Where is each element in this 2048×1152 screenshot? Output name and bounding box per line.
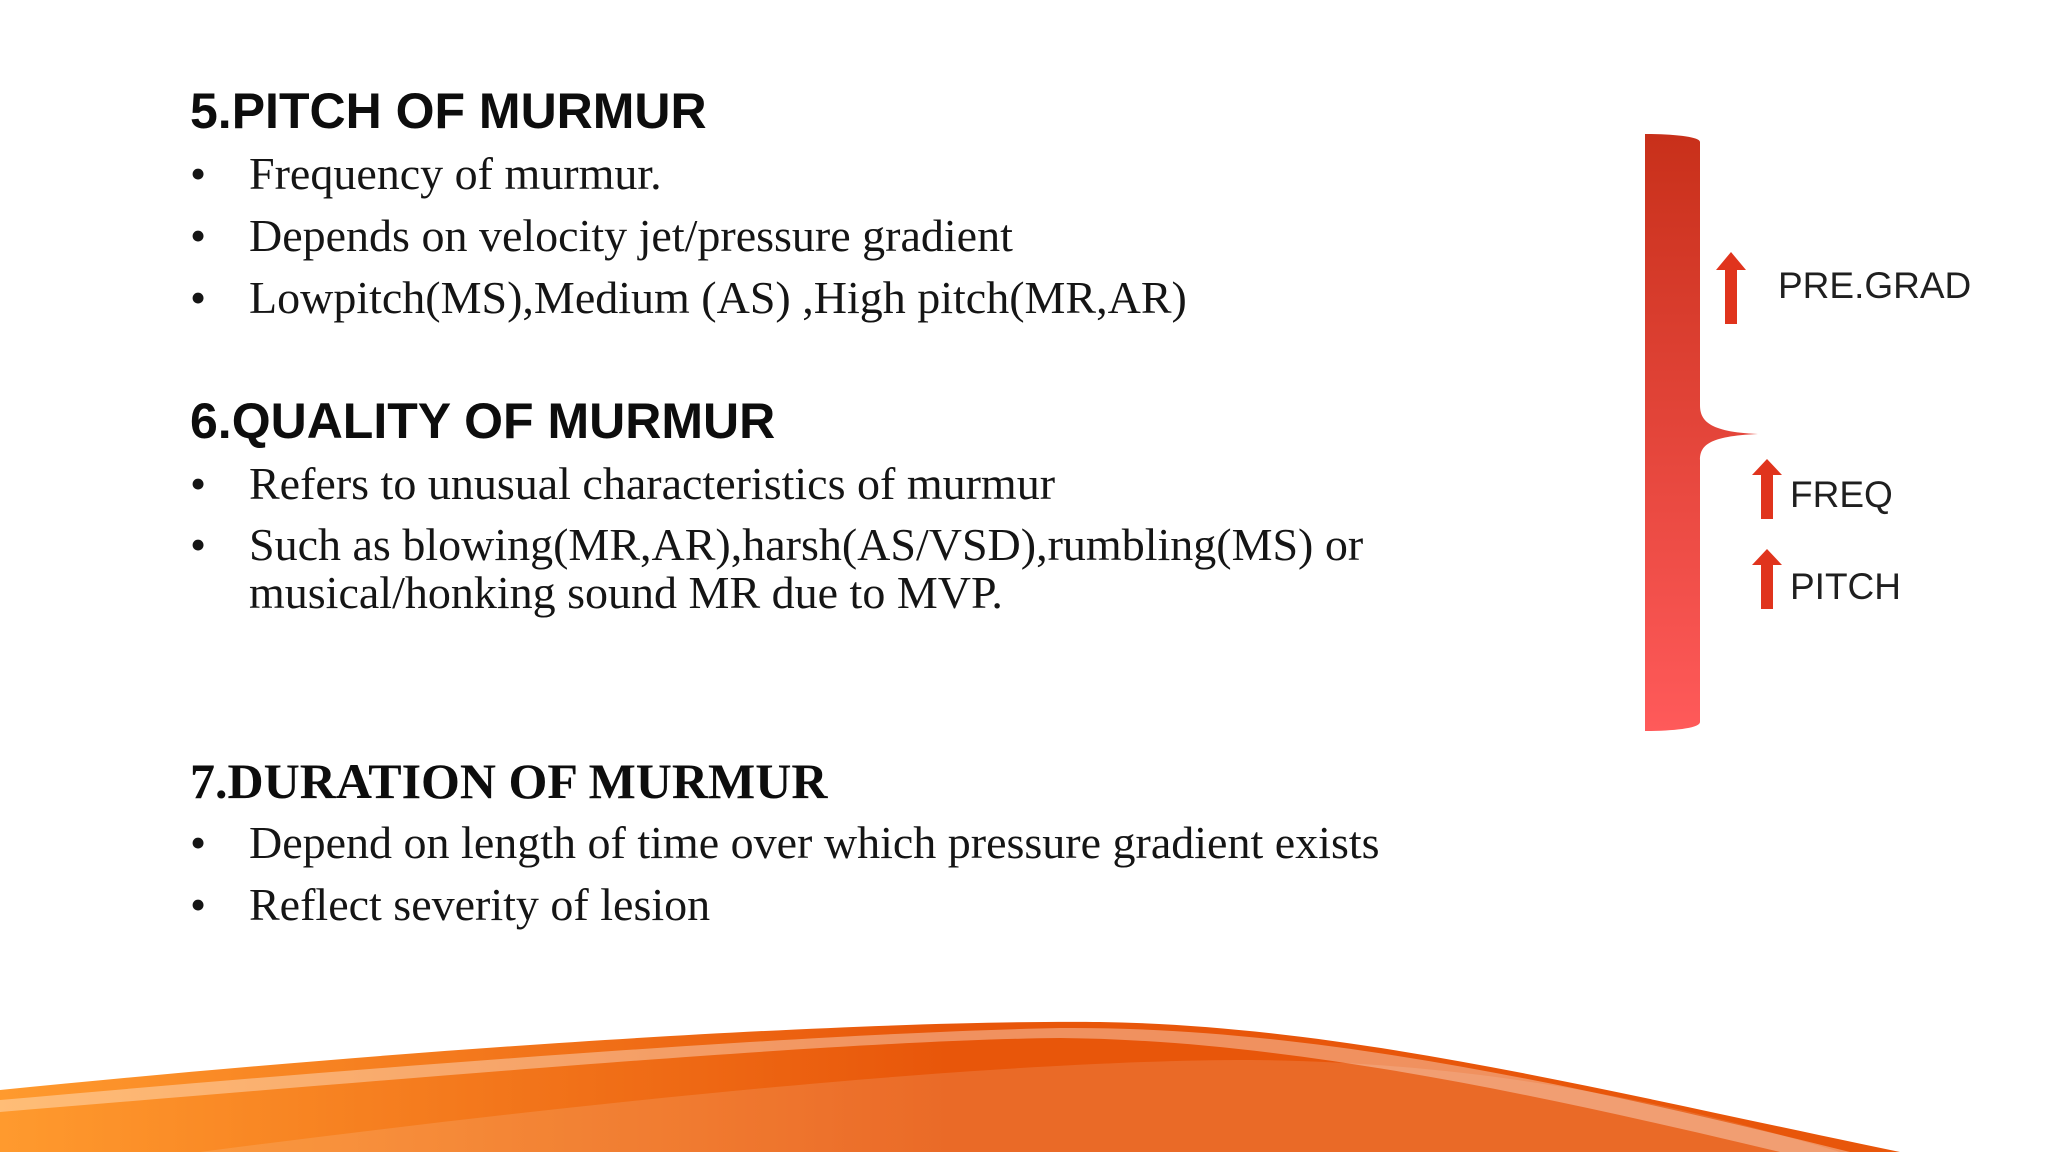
bullet-icon: •	[190, 458, 207, 509]
bullet-icon: •	[190, 210, 207, 261]
section-heading-pitch: 5.PITCH OF MURMUR	[190, 83, 707, 139]
curly-brace-icon	[1645, 134, 1758, 731]
list-item: • Refers to unusual characteristics of murmur	[190, 453, 1609, 515]
bullet-icon: •	[190, 817, 207, 868]
bullet-icon: •	[190, 879, 207, 930]
up-arrow-icon	[1716, 252, 1746, 324]
list-item: • Lowpitch(MS),Medium (AS) ,High pitch(MR,AR)	[190, 267, 1187, 329]
list-item: • Reflect severity of lesion	[190, 874, 1510, 936]
list-item: • Frequency of murmur.	[190, 143, 1187, 205]
label-freq: FREQ	[1790, 474, 1893, 515]
list-item: • Depends on velocity jet/pressure gradient	[190, 205, 1187, 267]
up-arrow-icon	[1752, 459, 1782, 519]
bullet-icon: •	[190, 148, 207, 199]
list-item: • Depend on length of time over which pressure gradient exists	[190, 812, 1510, 874]
up-arrow-icon	[1752, 549, 1782, 609]
section-heading-duration: 7.DURATION OF MURMUR	[190, 753, 828, 809]
label-pre-grad: PRE.GRAD	[1778, 265, 1972, 306]
bullet-icon: •	[190, 272, 207, 323]
section-heading-quality: 6.QUALITY OF MURMUR	[190, 393, 776, 449]
list-item: • Such as blowing(MR,AR),harsh(AS/VSD),rumbling(MS) or musical/honking sound MR due to MVP.	[190, 519, 1364, 618]
label-pitch: PITCH	[1790, 566, 1901, 607]
bullet-icon: •	[190, 519, 207, 570]
decorative-wave	[0, 980, 2048, 1152]
